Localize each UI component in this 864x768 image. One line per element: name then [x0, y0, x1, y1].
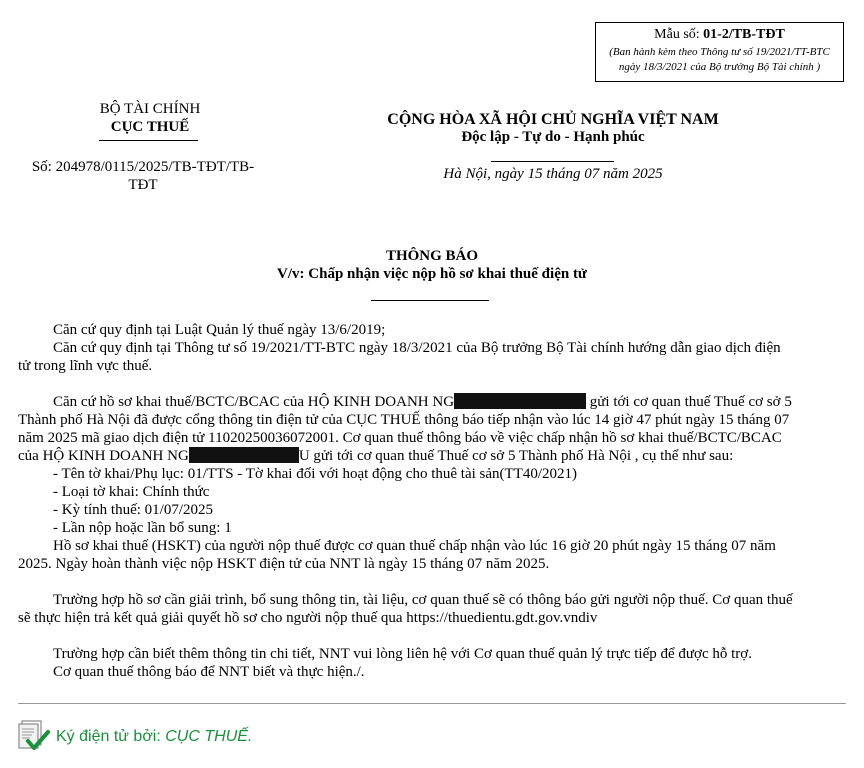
spacer [18, 573, 846, 591]
title-underline [371, 300, 489, 301]
motto-underline [491, 161, 614, 162]
detail-item-type: - Loại tờ khai: Chính thức [53, 484, 210, 500]
detail-item-form: - Tên tờ khai/Phụ lục: 01/TTS - Tờ khai đối với hoạt động cho thuê tài sản(TT40/2021) [53, 466, 577, 482]
signed-document-check-icon [18, 719, 50, 753]
signature-label: Ký điện tử bởi: [56, 728, 166, 745]
signature-divider [18, 703, 846, 704]
acceptance-line1: Hồ sơ khai thuế (HSKT) của người nộp thuế được cơ quan thuế chấp nhận vào lúc 16 giờ 20 phút ngày 15 tháng 07 năm [53, 538, 776, 554]
signature-signer: CỤC THUẾ. [165, 728, 253, 745]
nation-title: CỘNG HÒA XÃ HỘI CHỦ NGHĨA VIỆT NAM [387, 111, 719, 128]
submission-line1-start: Căn cứ hồ sơ khai thuế/BCTC/BCAC của HỘ KINH DOANH NG [53, 394, 455, 410]
legal-basis-1: Căn cứ quy định tại Luật Quản lý thuế ngày 13/6/2019; [53, 322, 386, 338]
form-note-line2: ngày 18/3/2021 của Bộ trưởng Bộ Tài chính ) [618, 61, 821, 73]
submission-line1 [18, 393, 846, 411]
legal-basis-2-line2: tử trong lĩnh vực thuế. [18, 358, 153, 374]
submission-line4 [18, 447, 846, 465]
form-note [596, 45, 843, 75]
contact-info: Trường hợp cần biết thêm thông tin chi tiết, NNT vui lòng liên hệ với Cơ quan thuế quản lý trực tiếp để được hỗ trợ. [53, 646, 752, 662]
digital-signature [56, 728, 252, 746]
document-number-line1: Số: 204978/0115/2025/TB-TĐT/TB- [31, 159, 255, 175]
notice-subject: V/v: Chấp nhận việc nộp hồ sơ khai thuế điện tử [277, 266, 587, 282]
submission-line4-start: của HỘ KINH DOANH NG [18, 448, 189, 464]
nation-motto: Độc lập - Tự do - Hạnh phúc [461, 129, 645, 145]
place-date: Hà Nội, ngày 15 tháng 07 năm 2025 [443, 166, 663, 182]
notice-title: THÔNG BÁO [385, 248, 479, 264]
spacer [18, 375, 846, 393]
form-number-label: Mẫu số: [654, 27, 704, 42]
issuer-underline [99, 140, 198, 141]
submission-line2: Thành phố Hà Nội đã được cổng thông tin điện tử của CỤC THUẾ thông báo tiếp nhận vào lúc 14 giờ 47 phút ngày 15 tháng 07 [18, 412, 790, 428]
form-number [596, 27, 843, 43]
department-name: CỤC THUẾ [110, 119, 190, 135]
ministry-name: BỘ TÀI CHÍNH [99, 101, 201, 117]
redaction-bar [454, 393, 586, 409]
closing-statement: Cơ quan thuế thông báo để NNT biết và thực hiện./. [53, 664, 365, 680]
explanation-line2: sẽ thực hiện trả kết quả giải quyết hồ sơ cho người nộp thuế qua https://thuedientu.gdt.gov.vndiv [18, 610, 598, 626]
submission-line3: năm 2025 mã giao dịch điện tử 11020250036072001. Cơ quan thuế thông báo về việc chấp nhận hồ sơ khai thuế/BCTC/BCAC [18, 430, 782, 446]
document-number [18, 158, 268, 194]
form-number-value: 01-2/TB-TĐT [703, 27, 785, 42]
explanation-line1: Trường hợp hồ sơ cần giải trình, bổ sung thông tin, tài liệu, cơ quan thuế sẽ có thông báo gửi người nộp thuế. Cơ quan thuế [53, 592, 793, 608]
detail-item-submission-count: - Lần nộp hoặc lần bổ sung: 1 [53, 520, 232, 536]
notice-body [18, 321, 846, 681]
submission-line1-end: gửi tới cơ quan thuế Thuế cơ sở 5 [586, 394, 792, 410]
spacer [18, 627, 846, 645]
redaction-bar [189, 447, 299, 463]
form-number-box [595, 22, 844, 82]
legal-basis-2-line1: Căn cứ quy định tại Thông tư số 19/2021/TT-BTC ngày 18/3/2021 của Bộ trưởng Bộ Tài chính hướng dẫn giao dịch điện [53, 340, 781, 356]
form-note-line1: (Ban hành kèm theo Thông tư số 19/2021/TT-BTC [609, 46, 830, 58]
acceptance-line2: 2025. Ngày hoàn thành việc nộp HSKT điện tử của NNT là ngày 15 tháng 07 năm 2025. [18, 556, 550, 572]
detail-item-period: - Kỳ tính thuế: 01/07/2025 [53, 502, 213, 518]
submission-line4-end: U gửi tới cơ quan thuế Thuế cơ sở 5 Thành phố Hà Nội , cụ thể như sau: [298, 448, 734, 464]
document-number-line2: TĐT [128, 177, 158, 193]
